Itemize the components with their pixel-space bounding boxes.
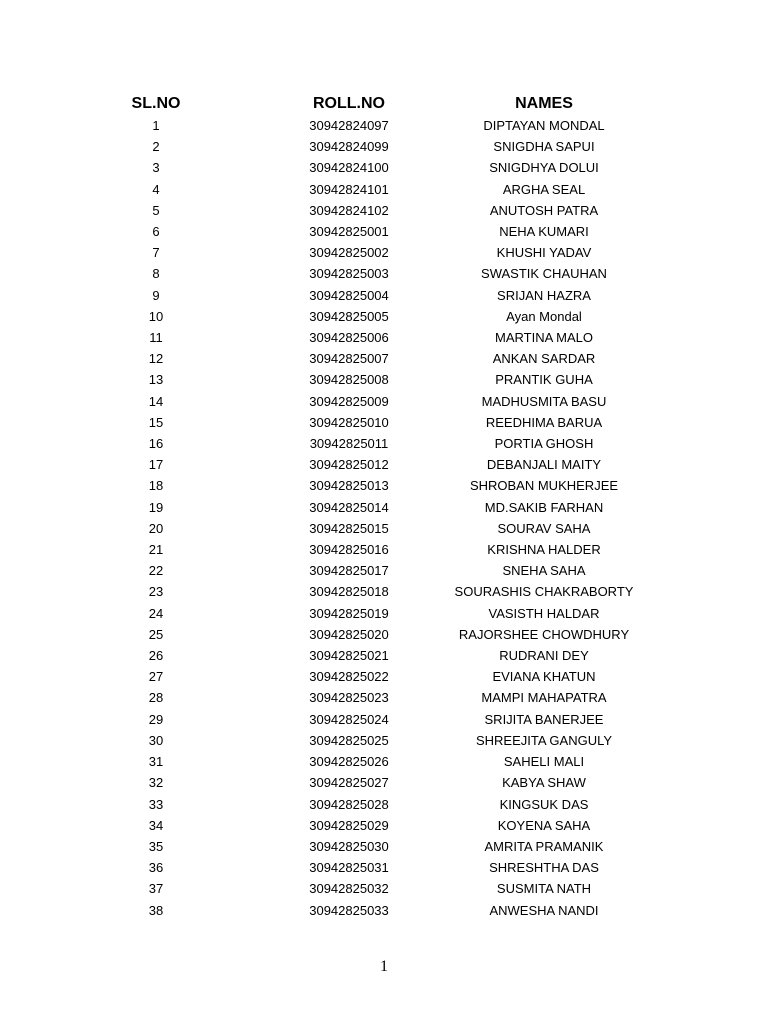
cell-name: SOURASHIS CHAKRABORTY — [454, 584, 634, 600]
cell-name: SRIJAN HAZRA — [497, 287, 591, 303]
table-row — [60, 263, 642, 284]
cell-name: SHRESHTHA DAS — [489, 860, 599, 876]
cell-roll-no: 30942824102 — [309, 202, 389, 218]
cell-name: SRIJITA BANERJEE — [484, 711, 604, 727]
cell-name: KABYA SHAW — [502, 775, 586, 791]
table-row — [60, 285, 642, 306]
cell-sl-no: 33 — [148, 796, 164, 812]
cell-sl-no: 35 — [148, 838, 164, 854]
table-row — [60, 645, 642, 666]
cell-name: REEDHIMA BARUA — [485, 414, 603, 430]
cell-roll-no: 30942825002 — [309, 245, 389, 261]
cell-name: SWASTIK CHAUHAN — [481, 266, 607, 282]
cell-name: SUSMITA NATH — [496, 881, 592, 897]
cell-name: SHREEJITA GANGULY — [475, 732, 613, 748]
table-row — [60, 221, 642, 242]
cell-roll-no: 30942825027 — [309, 775, 389, 791]
cell-roll-no: 30942825028 — [309, 796, 389, 812]
cell-name: KINGSUK DAS — [499, 796, 589, 812]
cell-roll-no: 30942825032 — [309, 881, 389, 897]
table-row — [60, 560, 642, 581]
cell-name: KHUSHI YADAV — [496, 245, 592, 261]
cell-name: SNIGDHYA DOLUI — [489, 160, 599, 176]
table-body — [60, 115, 642, 921]
cell-roll-no: 30942825003 — [309, 266, 389, 282]
table-row — [60, 433, 642, 454]
cell-roll-no: 30942825007 — [309, 351, 389, 367]
cell-name: EVIANA KHATUN — [492, 669, 596, 685]
cell-sl-no: 24 — [148, 605, 164, 621]
cell-sl-no: 3 — [152, 160, 160, 176]
cell-sl-no: 22 — [148, 563, 164, 579]
table-row — [60, 348, 642, 369]
table-row — [60, 666, 642, 687]
table-row — [60, 369, 642, 390]
table-row — [60, 836, 642, 857]
cell-roll-no: 30942825016 — [309, 542, 389, 558]
cell-name: DEBANJALI MAITY — [486, 457, 602, 473]
cell-sl-no: 13 — [148, 372, 164, 388]
cell-roll-no: 30942825011 — [309, 436, 389, 452]
cell-name: KRISHNA HALDER — [487, 542, 601, 558]
cell-sl-no: 14 — [148, 393, 164, 409]
cell-name: KOYENA SAHA — [497, 817, 591, 833]
table-row — [60, 815, 642, 836]
cell-sl-no: 23 — [148, 584, 164, 600]
cell-sl-no: 9 — [152, 287, 160, 303]
cell-roll-no: 30942825024 — [309, 711, 389, 727]
cell-sl-no: 19 — [148, 499, 164, 515]
table-row — [60, 857, 642, 878]
page-number: 1 — [380, 958, 388, 975]
table-row — [60, 391, 642, 412]
cell-sl-no: 15 — [148, 414, 164, 430]
cell-sl-no: 26 — [148, 648, 164, 664]
cell-name: ANKAN SARDAR — [492, 351, 596, 367]
cell-roll-no: 30942825021 — [309, 648, 389, 664]
column-header-roll-no: ROLL.NO — [313, 95, 385, 112]
cell-sl-no: 7 — [152, 245, 160, 261]
cell-roll-no: 30942825033 — [309, 902, 389, 918]
cell-roll-no: 30942825030 — [309, 838, 389, 854]
cell-name: Ayan Mondal — [506, 308, 582, 324]
cell-roll-no: 30942825015 — [309, 520, 389, 536]
cell-roll-no: 30942825023 — [309, 690, 389, 706]
table-row — [60, 624, 642, 645]
cell-sl-no: 20 — [148, 520, 164, 536]
cell-name: PORTIA GHOSH — [494, 436, 594, 452]
cell-roll-no: 30942825031 — [309, 860, 389, 876]
table-row — [60, 179, 642, 200]
table-row — [60, 327, 642, 348]
table-row — [60, 730, 642, 751]
table-row — [60, 136, 642, 157]
cell-name: SNIGDHA SAPUI — [493, 139, 595, 155]
table-row — [60, 242, 642, 263]
cell-roll-no: 30942825006 — [309, 330, 389, 346]
cell-sl-no: 8 — [152, 266, 160, 282]
cell-name: SOURAV SAHA — [497, 520, 591, 536]
table-row — [60, 475, 642, 496]
table-row — [60, 878, 642, 899]
cell-sl-no: 10 — [148, 308, 164, 324]
cell-sl-no: 32 — [148, 775, 164, 791]
cell-name: SAHELI MALI — [503, 754, 585, 770]
student-roster-table — [60, 92, 642, 921]
cell-name: PRANTIK GUHA — [495, 372, 593, 388]
cell-roll-no: 30942825004 — [309, 287, 389, 303]
cell-roll-no: 30942825020 — [309, 626, 389, 642]
cell-sl-no: 31 — [148, 754, 164, 770]
table-row — [60, 518, 642, 539]
cell-sl-no: 25 — [148, 626, 164, 642]
column-header-sl-no: SL.NO — [131, 95, 181, 112]
table-row — [60, 157, 642, 178]
table-row — [60, 539, 642, 560]
cell-roll-no: 30942824100 — [309, 160, 389, 176]
cell-roll-no: 30942825012 — [309, 457, 389, 473]
cell-name: VASISTH HALDAR — [488, 605, 600, 621]
cell-sl-no: 17 — [148, 457, 164, 473]
cell-sl-no: 21 — [148, 542, 164, 558]
cell-name: SNEHA SAHA — [502, 563, 586, 579]
table-row — [60, 200, 642, 221]
table-row — [60, 687, 642, 708]
table-row — [60, 772, 642, 793]
table-row — [60, 900, 642, 921]
cell-roll-no: 30942825026 — [309, 754, 389, 770]
cell-roll-no: 30942825013 — [309, 478, 389, 494]
cell-sl-no: 27 — [148, 669, 164, 685]
table-row — [60, 794, 642, 815]
cell-name: MD.SAKIB FARHAN — [484, 499, 604, 515]
cell-roll-no: 30942825022 — [309, 669, 389, 685]
cell-sl-no: 16 — [148, 436, 164, 452]
table-row — [60, 603, 642, 624]
cell-roll-no: 30942825008 — [309, 372, 389, 388]
cell-sl-no: 37 — [148, 881, 164, 897]
cell-sl-no: 6 — [152, 224, 160, 240]
cell-sl-no: 5 — [152, 202, 160, 218]
cell-sl-no: 29 — [148, 711, 164, 727]
cell-roll-no: 30942824097 — [309, 118, 389, 133]
cell-roll-no: 30942825019 — [309, 605, 389, 621]
cell-roll-no: 30942825014 — [309, 499, 389, 515]
table-row — [60, 497, 642, 518]
cell-name: MARTINA MALO — [494, 330, 593, 346]
table-header-row — [60, 92, 642, 115]
table-row — [60, 454, 642, 475]
cell-sl-no: 11 — [149, 330, 163, 346]
cell-sl-no: 2 — [152, 139, 160, 155]
cell-roll-no: 30942825005 — [309, 308, 389, 324]
cell-sl-no: 1 — [152, 118, 160, 133]
cell-name: SHROBAN MUKHERJEE — [469, 478, 619, 494]
cell-name: MAMPI MAHAPATRA — [481, 690, 607, 706]
cell-name: ANWESHA NANDI — [489, 902, 599, 918]
table-row — [60, 751, 642, 772]
cell-name: RAJORSHEE CHOWDHURY — [458, 626, 630, 642]
cell-sl-no: 28 — [148, 690, 164, 706]
table-row — [60, 115, 642, 136]
cell-roll-no: 30942825010 — [309, 414, 389, 430]
table-row — [60, 581, 642, 602]
cell-sl-no: 4 — [152, 181, 160, 197]
cell-sl-no: 36 — [148, 860, 164, 876]
cell-roll-no: 30942825017 — [309, 563, 389, 579]
cell-roll-no: 30942825018 — [309, 584, 389, 600]
cell-roll-no: 30942825009 — [309, 393, 389, 409]
cell-sl-no: 12 — [148, 351, 164, 367]
cell-sl-no: 38 — [148, 902, 164, 918]
cell-name: ARGHA SEAL — [502, 181, 586, 197]
table-row — [60, 306, 642, 327]
cell-name: DIPTAYAN MONDAL — [483, 118, 605, 133]
cell-name: AMRITA PRAMANIK — [484, 838, 604, 854]
cell-sl-no: 18 — [148, 478, 164, 494]
column-header-names: NAMES — [515, 95, 573, 112]
cell-name: ANUTOSH PATRA — [489, 202, 599, 218]
table-row — [60, 709, 642, 730]
cell-roll-no: 30942824099 — [309, 139, 389, 155]
cell-name: MADHUSMITA BASU — [481, 393, 607, 409]
cell-roll-no: 30942825029 — [309, 817, 389, 833]
cell-name: RUDRANI DEY — [499, 648, 589, 664]
cell-roll-no: 30942825025 — [309, 732, 389, 748]
cell-roll-no: 30942824101 — [309, 181, 389, 197]
cell-sl-no: 34 — [148, 817, 164, 833]
cell-name: NEHA KUMARI — [499, 224, 589, 240]
cell-roll-no: 30942825001 — [309, 224, 389, 240]
table-row — [60, 412, 642, 433]
cell-sl-no: 30 — [148, 732, 164, 748]
